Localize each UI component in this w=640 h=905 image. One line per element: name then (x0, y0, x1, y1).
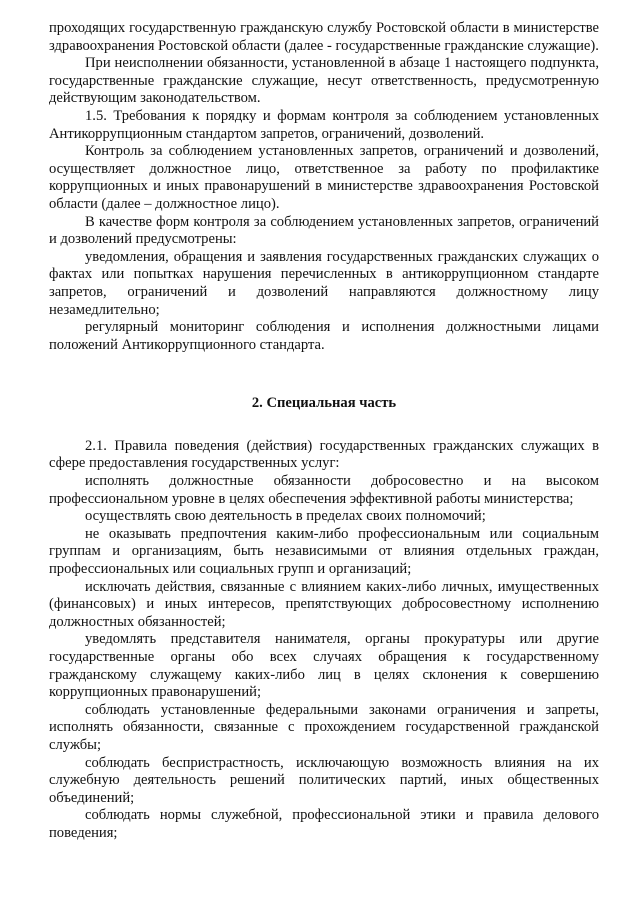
section-heading: 2. Специальная часть (251, 395, 397, 412)
list-item-duties: исполнять должностные обязанности добросовестно и на высоком профессиональном уровне в целях обеспечения эффективной работы министерства; (49, 473, 599, 507)
paragraph-control-forms: В качестве форм контроля за соблюдением установленных запретов, ограничений и дозволений предусмотрены: (49, 213, 599, 248)
paragraph-monitoring: регулярный мониторинг соблюдения и исполнения должностными лицами положений Антикоррупционного стандарта. (49, 319, 599, 353)
list-item-no-preference: не оказывать предпочтения каким-либо профессиональным или социальным группам и организациям, быть независимыми от влияния отдельных граждан, профессиональных или социальных групп и организаций; (49, 525, 599, 578)
list-item-impartiality: соблюдать беспристрастность, исключающую возможность влияния на их служебную деятельность решений политических партий, иных общественных объединений; (49, 754, 599, 806)
list-item-exclude-interests: исключать действия, связанные с влиянием каких-либо личных, имущественных (финансовых) и иных интересов, препятствующих добросовестному исполнению должностных обязанностей; (49, 578, 599, 630)
paragraph-control-official: Контроль за соблюдением установленных запретов, ограничений и дозволений, осуществляет должностное лицо, ответственное за работу по профилактике коррупционных и иных правонарушений в министерстве здравоохранения Ростовской области (далее – должностное лицо). (49, 143, 599, 212)
paragraph-notifications: уведомления, обращения и заявления государственных гражданских служащих о фактах или попытках нарушения перечисленных в антикоррупционном стандарте запретов, ограничений и дозволений направляются должностному лицу незамедлительно; (49, 248, 599, 318)
paragraph-continuation: проходящих государственную гражданскую службу Ростовской области в министерстве здравоохранения Ростовской области (далее - государственные гражданские служащие). (49, 20, 599, 54)
paragraph-1-5-requirements: 1.5. Требования к порядку и формам контроля за соблюдением установленных Антикоррупционным стандартом запретов, ограничений, дозволений. (49, 107, 599, 142)
list-item-ethics: соблюдать нормы служебной, профессиональной этики и правила делового поведения; (49, 807, 599, 841)
list-item-powers: осуществлять свою деятельность в пределах своих полномочий; (85, 508, 486, 525)
list-item-notify-employer: уведомлять представителя нанимателя, органы прокуратуры или другие государственные органы обо всех случаях обращения к государственному гражданскому служащему каких-либо лиц в целях склонения к совершению коррупционных правонарушений; (49, 631, 599, 701)
list-item-observe-restrictions: соблюдать установленные федеральными законами ограничения и запреты, исполнять обязанности, связанные с прохождением государственной гражданской службы; (49, 701, 599, 753)
paragraph-liability: При неисполнении обязанности, установленной в абзаце 1 настоящего подпункта, государственные гражданские служащие, несут ответственность, предусмотренную действующим законодательством. (49, 55, 599, 107)
paragraph-2-1-rules: 2.1. Правила поведения (действия) государственных гражданских служащих в сфере предоставления государственных услуг: (49, 437, 599, 472)
